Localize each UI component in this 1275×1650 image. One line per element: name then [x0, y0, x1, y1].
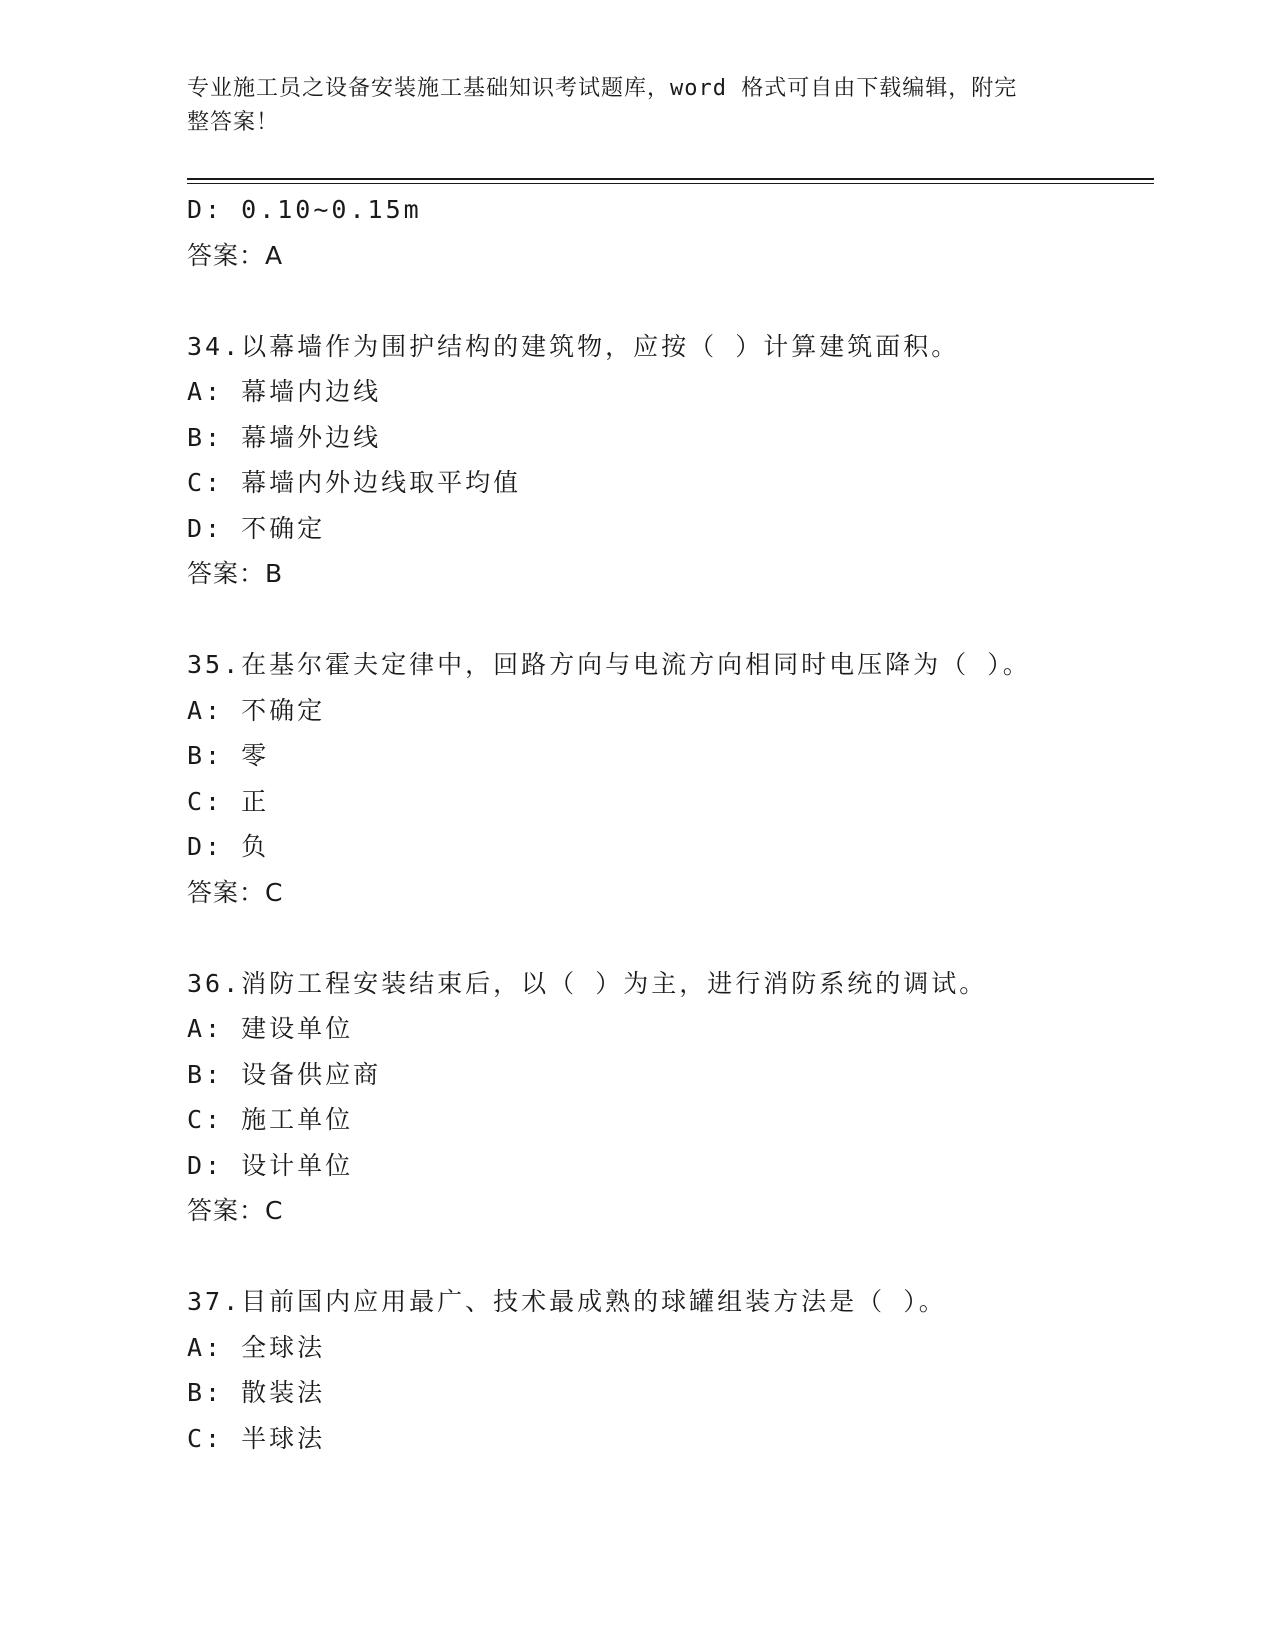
- q37-option-b: B: 散装法: [187, 1378, 326, 1407]
- header-text-line-2: 整答案！: [187, 110, 280, 135]
- q37-option-a: A: 全球法: [187, 1332, 326, 1362]
- q34-option-a: A: 幕墙内边线: [187, 377, 382, 406]
- q36-option-a: A: 建设单位: [187, 1014, 354, 1043]
- document-header: [187, 72, 1067, 140]
- q35-answer: 答案：C: [187, 877, 284, 907]
- header-divider-thick: [187, 178, 1154, 180]
- q34-option-d: D: 不确定: [187, 513, 326, 543]
- q35-option-d: D: 负: [187, 832, 270, 861]
- q33-answer: 答案：A: [187, 240, 284, 270]
- spacer: [187, 597, 1147, 643]
- q35-option-b: B: 零: [187, 741, 270, 770]
- spacer: [187, 278, 1147, 324]
- q34-answer: 答案：B: [187, 559, 284, 588]
- q36-option-b: B: 设备供应商: [187, 1059, 382, 1089]
- header-divider-thin: [187, 183, 1154, 184]
- spacer: [187, 915, 1147, 961]
- question-list: [187, 187, 1147, 1461]
- q33-option-d: D: 0.10~0.15m: [187, 195, 422, 224]
- q34-stem: 34.以幕墙作为围护结构的建筑物，应按（ ）计算建筑面积。: [187, 331, 960, 361]
- q37-stem: 37.目前国内应用最广、技术最成熟的球罐组装方法是（ ）。: [187, 1287, 947, 1316]
- q36-answer: 答案：C: [187, 1196, 284, 1225]
- q35-option-c: C: 正: [187, 786, 270, 816]
- header-text-line-1: 专业施工员之设备安装施工基础知识考试题库，word 格式可自由下载编辑，附完: [187, 76, 1018, 101]
- q36-option-c: C: 施工单位: [187, 1105, 354, 1134]
- q35-stem: 35.在基尔霍夫定律中，回路方向与电流方向相同时电压降为（ ）。: [187, 650, 1031, 679]
- q34-option-c: C: 幕墙内外边线取平均值: [187, 468, 522, 497]
- q36-stem: 36.消防工程安装结束后，以（ ）为主，进行消防系统的调试。: [187, 968, 988, 998]
- spacer: [187, 1234, 1147, 1280]
- q37-option-c: C: 半球法: [187, 1423, 326, 1453]
- q36-option-d: D: 设计单位: [187, 1150, 354, 1180]
- q35-option-a: A: 不确定: [187, 695, 326, 725]
- q34-option-b: B: 幕墙外边线: [187, 422, 382, 452]
